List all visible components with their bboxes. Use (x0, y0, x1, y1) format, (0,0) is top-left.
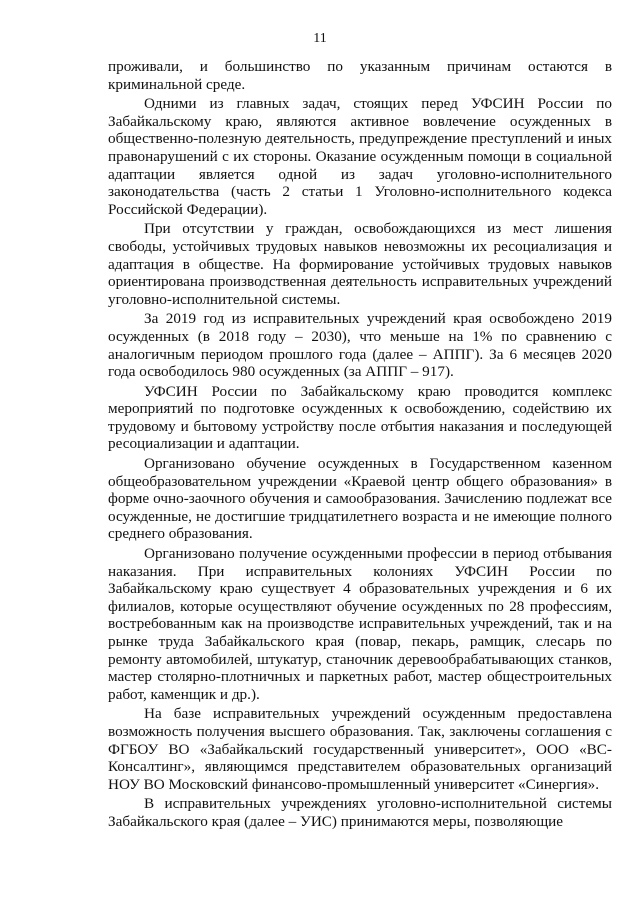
page-number: 11 (313, 31, 327, 46)
paragraph: Организовано обучение осужденных в Государственном казенном общеобразовательном учреждении «Краевой центр общего образования» в форме очно-заочного обучения и самообразования. Зачислению подлежат все осужденные, не достигшие тридцатилетнего возраста и не имеющие полного среднего образования. (108, 455, 612, 543)
paragraph-continuation: проживали, и большинство по указанным причинам остаются в криминальной среде. (108, 58, 612, 93)
paragraph: В исправительных учреждениях уголовно-исполнительной системы Забайкальского края (далее – УИС) принимаются меры, позволяющие (108, 795, 612, 830)
paragraph: Одними из главных задач, стоящих перед УФСИН России по Забайкальскому краю, являются активное вовлечение осужденных в общественно-полезную деятельность, предупреждение преступлений и иных правонарушений с их стороны. Оказание осужденным помощи в социальной адаптации является одной из задач уголовно-исполнительного законодательства (часть 2 статьи 1 Уголовно-исполнительного кодекса Российской Федерации). (108, 95, 612, 218)
paragraph: УФСИН России по Забайкальскому краю проводится комплекс мероприятий по подготовке осужденных к освобождению, содействию их трудовому и бытовому устройству после отбытия наказания и последующей ресоциализации и адаптации. (108, 382, 612, 453)
paragraph: На базе исправительных учреждений осужденным предоставлена возможность получения высшего образования. Так, заключены соглашения с ФГБОУ ВО «Забайкальский государственный университет», ООО «ВС-Консалтинг», являющимся представителем образовательных организаций НОУ ВО Московский финансово-промышленный университет «Синергия». (108, 705, 612, 793)
paragraph: За 2019 год из исправительных учреждений края освобождено 2019 осужденных (в 2018 году – 2030), что меньше на 1% по сравнению с аналогичным периодом прошлого года (далее – АППГ). За 6 месяцев 2020 года освободилось 980 осужденных (за АППГ – 917). (108, 310, 612, 381)
paragraph: Организовано получение осужденными профессии в период отбывания наказания. При исправительных колониях УФСИН России по Забайкальскому краю существует 4 образовательных учреждения и 6 их филиалов, которые осуществляют обучение осужденных по 28 профессиям, востребованным как на производстве исправительных учреждений, так и на рынке труда Забайкальского края (повар, пекарь, рамщик, слесарь по ремонту автомобилей, штукатур, станочник деревообрабатывающих станков, мастер столярно-плотничных и паркетных работ, мастер общестроительных работ, каменщик и др.). (108, 545, 612, 703)
paragraph: При отсутствии у граждан, освобождающихся из мест лишения свободы, устойчивых трудовых навыков невозможны их ресоциализация и адаптация в обществе. На формирование устойчивых трудовых навыков ориентирована производственная деятельность исправительных учреждений уголовно-исполнительной системы. (108, 220, 612, 308)
document-body (108, 58, 612, 833)
